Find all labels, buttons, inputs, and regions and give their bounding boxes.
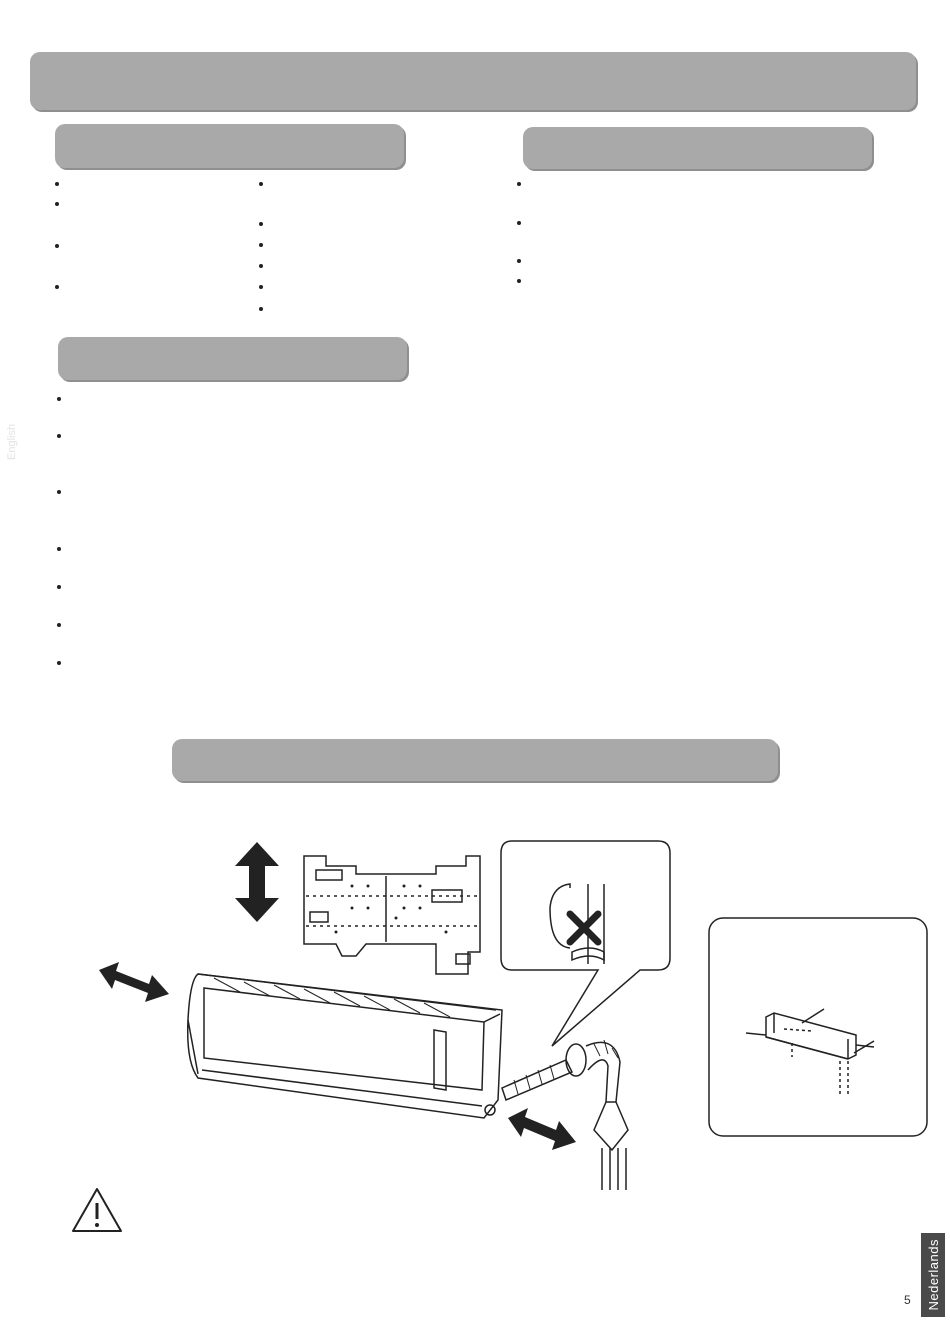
bullet-point — [517, 279, 521, 283]
bullet-point — [55, 182, 59, 186]
double-arrow-vertical-icon — [232, 842, 282, 922]
double-arrow-horizontal-icon — [508, 1108, 576, 1150]
bullet-point — [259, 243, 263, 247]
bullet-point — [517, 259, 521, 263]
bullet-point — [57, 397, 61, 401]
bullet-point — [57, 623, 61, 627]
bullet-point — [259, 307, 263, 311]
bullet-point — [259, 285, 263, 289]
bullet-point — [259, 264, 263, 268]
section-banner-diagram — [172, 739, 778, 781]
bullet-point — [259, 182, 263, 186]
bullet-point — [259, 222, 263, 226]
bullet-point — [55, 244, 59, 248]
mounting-plate-illustration — [296, 852, 496, 982]
indoor-unit-illustration — [184, 970, 514, 1130]
main-title-banner — [30, 52, 916, 110]
bullet-point — [57, 585, 61, 589]
section-banner-left-2 — [58, 337, 407, 380]
page-number: 5 — [904, 1293, 911, 1307]
language-tab-label: Nederlands — [925, 1239, 941, 1311]
bullet-point — [57, 490, 61, 494]
section-banner-right-1 — [523, 127, 872, 169]
bullet-point — [517, 182, 521, 186]
warning-triangle-icon — [70, 1186, 124, 1234]
cross-mark-icon — [566, 910, 602, 946]
bullet-point — [517, 221, 521, 225]
section-banner-left-1 — [55, 124, 404, 168]
bullet-point — [55, 202, 59, 206]
language-tab — [921, 1233, 945, 1317]
side-language-label: English — [6, 423, 18, 460]
double-arrow-horizontal-icon — [99, 962, 169, 1002]
detail-box-illustration — [708, 917, 928, 1137]
bullet-point — [55, 285, 59, 289]
bullet-point — [57, 434, 61, 438]
bullet-point — [57, 547, 61, 551]
bullet-point — [57, 661, 61, 665]
